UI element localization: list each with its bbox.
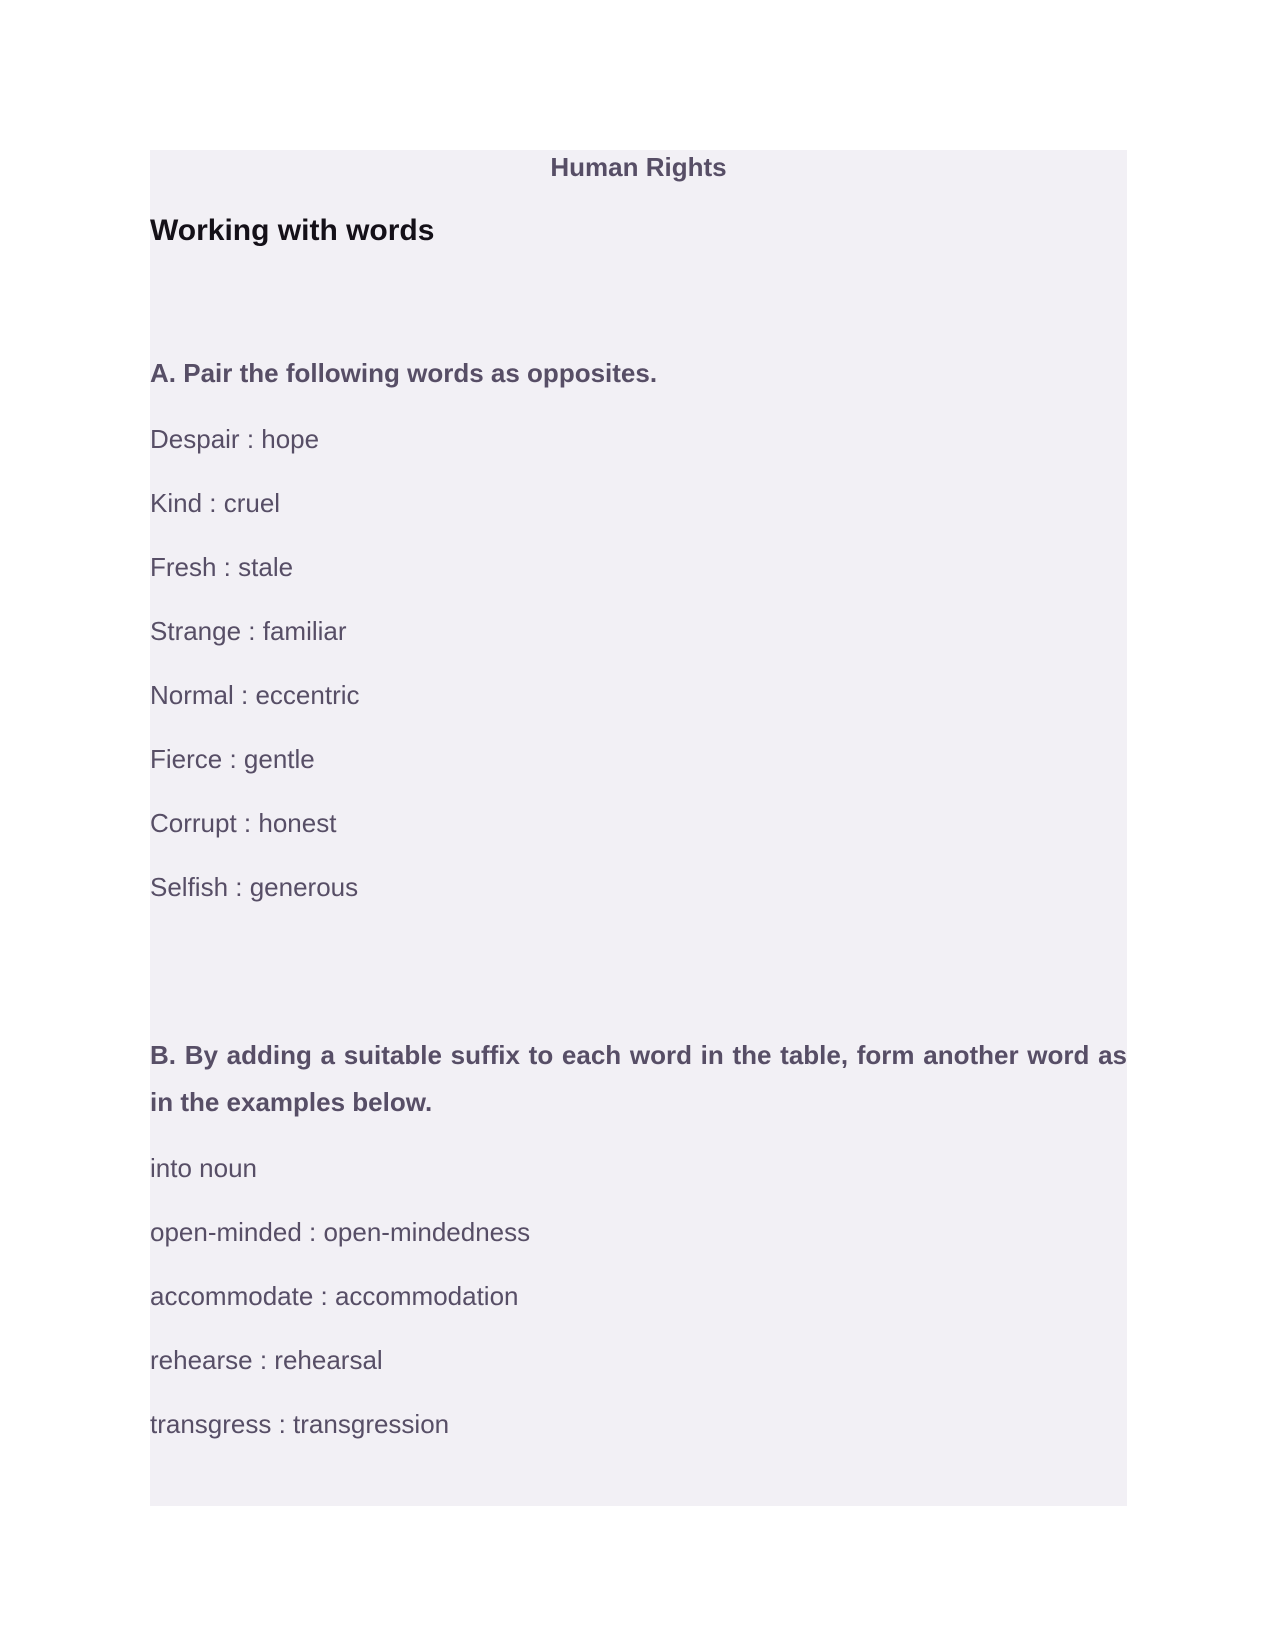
section-heading: Working with words (150, 214, 435, 247)
suffix-example: rehearse : rehearsal (150, 1345, 383, 1375)
opposite-pair: Kind : cruel (150, 488, 281, 518)
instruction-b: B. By adding a suitable suffix to each word in the table, form another word as in the examples below. (150, 1040, 1127, 1117)
instruction-a: A. Pair the following words as opposites. (150, 358, 658, 388)
opposite-pair: Despair : hope (150, 424, 320, 454)
opposite-pair: Selfish : generous (150, 872, 359, 902)
opposite-pair: Fierce : gentle (150, 744, 315, 774)
opposite-pair: Fresh : stale (150, 552, 294, 582)
suffix-example: accommodate : accommodation (150, 1281, 519, 1311)
opposite-pair: Normal : eccentric (150, 680, 360, 710)
document-title: Human Rights (550, 152, 727, 182)
suffix-example: open-minded : open-mindedness (150, 1217, 531, 1247)
suffix-line: into noun (150, 1153, 257, 1183)
page-content (150, 150, 1127, 1506)
suffix-example: transgress : transgression (150, 1409, 450, 1439)
opposite-pair: Strange : familiar (150, 616, 347, 646)
opposite-pair: Corrupt : honest (150, 808, 337, 838)
